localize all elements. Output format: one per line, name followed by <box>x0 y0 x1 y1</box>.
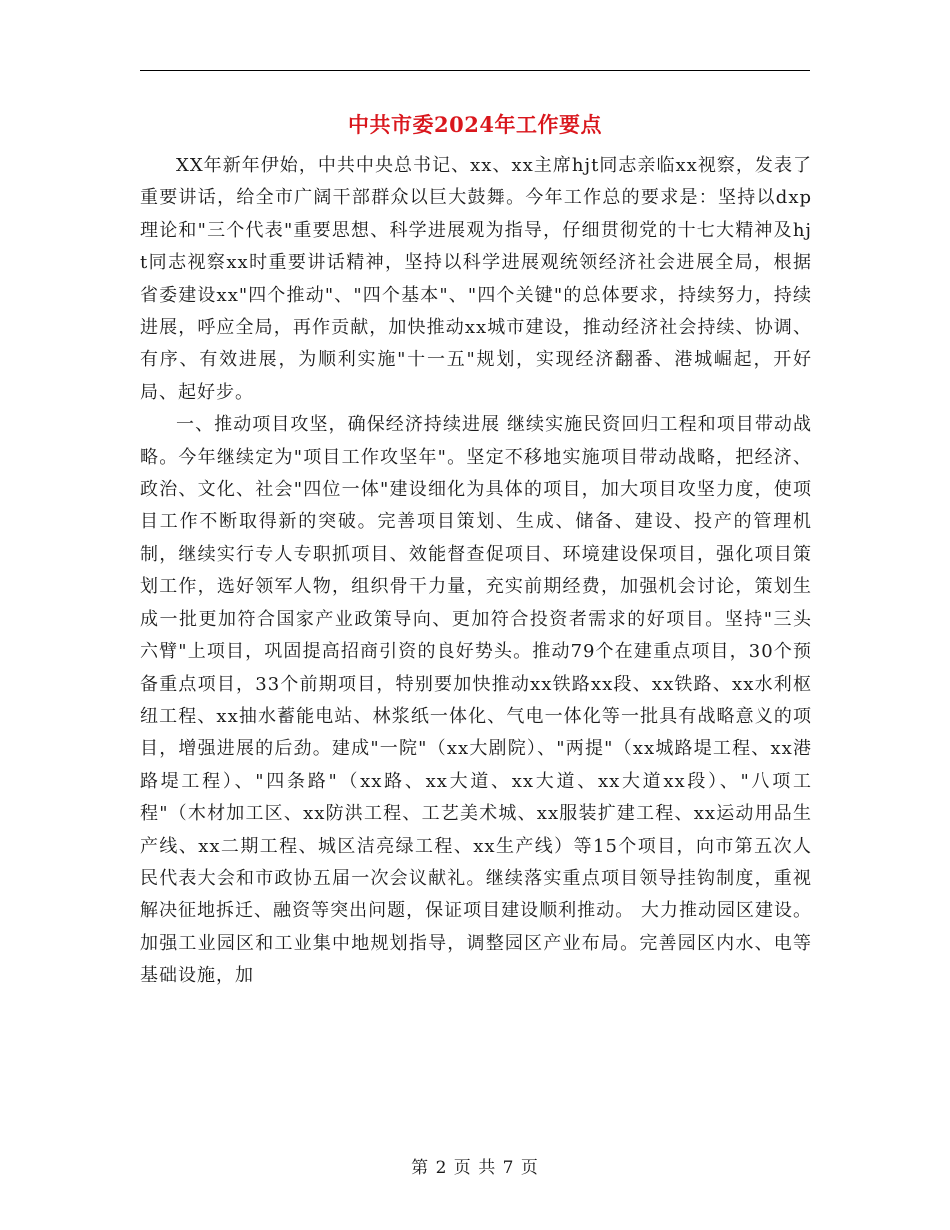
document-title: 中共市委2024年工作要点 <box>348 112 602 137</box>
section-one-paragraph: 一、推动项目攻坚，确保经济持续进展 继续实施民资回归工程和项目带动战略。今年继续定为"项目工作攻坚年"。坚定不移地实施项目带动战略，把经济、政治、文化、社会"四位一体"建设细化为具体的项目，加大项目攻坚力度，使项目工作不断取得新的突破。完善项目策划、生成、储备、建设、投产的管理机制，继续实行专人专职抓项目、效能督查促项目、环境建设保项目，强化项目策划工作，选好领军人物，组织骨干力量，充实前期经费，加强机会讨论，策划生成一批更加符合国家产业政策导向、更加符合投资者需求的好项目。坚持"三头六臂"上项目，巩固提高招商引资的良好势头。推动79个在建重点项目，30个预备重点项目，33个前期项目，特别要加快推动xx铁路xx段、xx铁路、xx水利枢纽工程、xx抽水蓄能电站、林浆纸一体化、气电一体化等一批具有战略意义的项目，增强进展的后劲。建成"一院"（xx大剧院）、"两提"（xx城路堤工程、xx港路堤工程）、"四条路"（xx路、xx大道、xx大道、xx大道xx段）、"八项工程"（木材加工区、xx防洪工程、工艺美术城、xx服装扩建工程、xx运动用品生产线、xx二期工程、城区洁亮绿工程、xx生产线）等15个项目，向市第五次人民代表大会和市政协五届一次会议献礼。继续落实重点项目领导挂钩制度，重视解决征地拆迁、融资等突出问题，保证项目建设顺利推动。 大力推动园区建设。加强工业园区和工业集中地规划指导，调整园区产业布局。完善园区内水、电等基础设施，加 <box>140 414 812 987</box>
document-body <box>140 150 812 993</box>
intro-paragraph: XX年新年伊始，中共中央总书记、xx、xx主席hjt同志亲临xx视察，发表了重要讲话，给全市广阔干部群众以巨大鼓舞。今年工作总的要求是：坚持以dxp理论和"三个代表"重要思想、科学进展观为指导，仔细贯彻党的十七大精神及hjt同志视察xx时重要讲话精神，坚持以科学进展观统领经济社会进展全局，根据省委建设xx"四个推动"、"四个基本"、"四个关键"的总体要求，持续努力，持续进展，呼应全局，再作贡献，加快推动xx城市建设，推动经济社会持续、协调、有序、有效进展，为顺利实施"十一五"规划，实现经济翻番、港城崛起，开好局、起好步。 <box>140 155 812 403</box>
header-rule <box>140 70 810 71</box>
page-footer: 第 2 页 共 7 页 <box>411 1158 539 1178</box>
